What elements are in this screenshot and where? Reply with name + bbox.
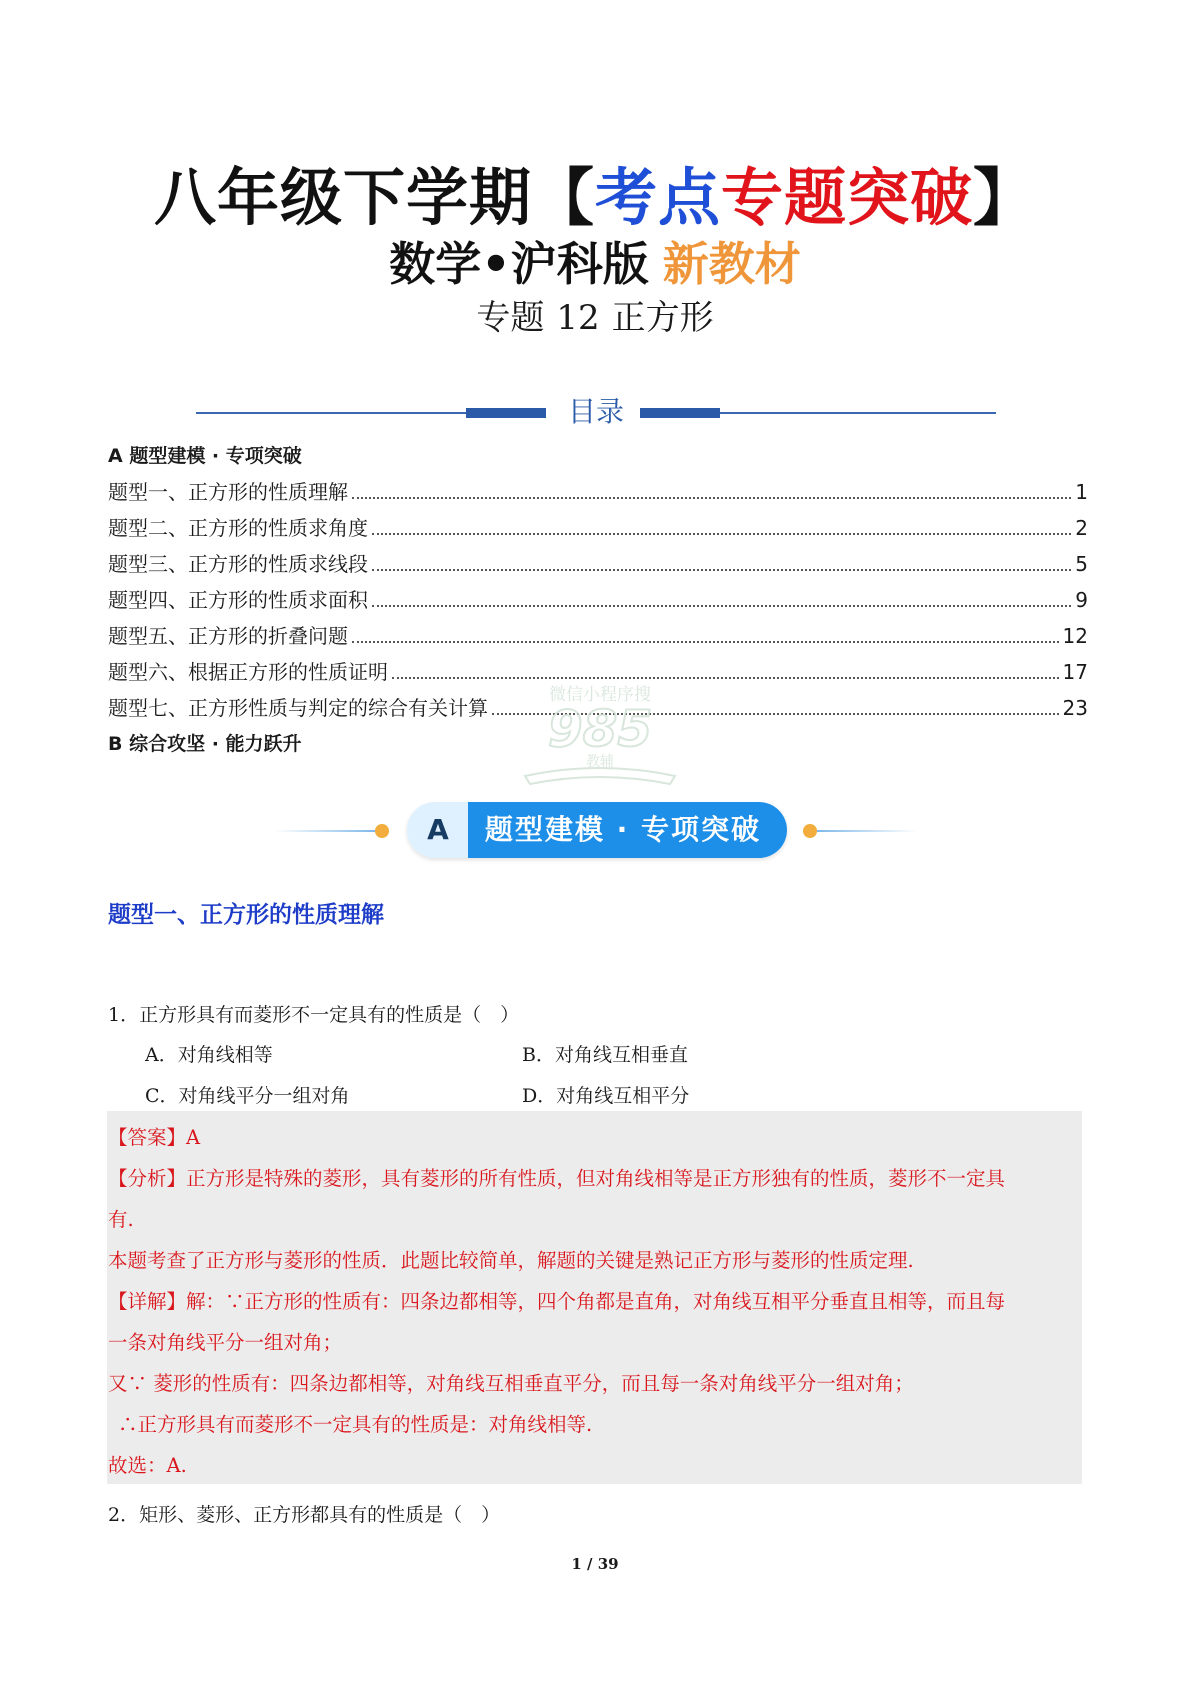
question-1-option-b: B．对角线互相垂直: [522, 1044, 688, 1066]
section-heading: 题型一、正方形的性质理解: [108, 902, 384, 928]
toc-item[interactable]: [108, 546, 1088, 582]
analysis-line-3: 本题考查了正方形与菱形的性质．此题比较简单，解题的关键是熟记正方形与菱形的性质定理.: [108, 1249, 914, 1272]
toc-section-b[interactable]: B 综合攻坚 · 能力跃升: [108, 733, 302, 755]
watermark-line3: 教辅: [586, 754, 614, 770]
question-1-option-a: A．对角线相等: [145, 1044, 273, 1066]
toc-item[interactable]: [108, 618, 1088, 654]
watermark-book-icon: [525, 768, 675, 784]
toc-item[interactable]: [108, 510, 1088, 546]
watermark-line1: 微信小程序搜: [549, 685, 651, 705]
toc-item-label: 题型三、正方形的性质求线段: [108, 552, 368, 576]
toc-item-page: 2: [1075, 516, 1088, 540]
toc-section-a[interactable]: A 题型建模 · 专项突破: [108, 445, 302, 467]
document-subtitle: [0, 228, 1190, 294]
banner-dot-right: [803, 824, 817, 838]
section-banner: [265, 792, 925, 858]
toc-item-label: 题型二、正方形的性质求角度: [108, 516, 368, 540]
banner-letter: A: [427, 813, 449, 846]
analysis-line-1: 【分析】正方形是特殊的菱形，具有菱形的所有性质，但对角线相等是正方形独有的性质，菱形不一定具: [108, 1167, 1006, 1190]
toc-item-label: 题型六、根据正方形的性质证明: [108, 660, 388, 684]
title-suffix: 】: [973, 161, 1037, 234]
toc-item-label: 题型七、正方形性质与判定的综合有关计算: [108, 696, 488, 720]
toc-leader-dots: [392, 677, 1059, 679]
topic-title: [0, 290, 1190, 339]
detail-line-1: 【详解】解：∵正方形的性质有：四条边都相等，四个角都是直角，对角线互相平分垂直且相等，而且每: [108, 1290, 1006, 1313]
toc-item[interactable]: [108, 582, 1088, 618]
subtitle-text: 数学•沪科版: [389, 237, 649, 291]
toc-item[interactable]: [108, 474, 1088, 510]
page-number: 1 / 39: [571, 1555, 619, 1573]
choice-line: 故选：A.: [108, 1454, 187, 1477]
toc-item-label: 题型一、正方形的性质理解: [108, 480, 348, 504]
banner-pill: [407, 802, 787, 858]
detail-line-4: ∴正方形具有而菱形不一定具有的性质是：对角线相等.: [118, 1413, 593, 1436]
question-1-stem: 1．正方形具有而菱形不一定具有的性质是（ ）: [108, 1004, 520, 1026]
answer-line: 【答案】A: [108, 1126, 201, 1149]
banner-dot-left: [375, 824, 389, 838]
toc-leader-dots: [372, 605, 1071, 607]
title-prefix: 八年级下学期【: [153, 161, 595, 234]
toc-item-label: 题型四、正方形的性质求面积: [108, 588, 368, 612]
title-highlight-red: 专题突破: [721, 161, 974, 234]
toc-item-page: 17: [1062, 660, 1088, 684]
toc-item[interactable]: [108, 690, 1088, 726]
toc-item-page: 1: [1075, 480, 1088, 504]
subtitle-accent: 新教材: [662, 237, 801, 291]
question-2-stem: 2．矩形、菱形、正方形都具有的性质是（ ）: [108, 1504, 501, 1526]
banner-line-right: [817, 830, 917, 832]
analysis-line-2: 有.: [108, 1208, 134, 1231]
toc-item-page: 5: [1075, 552, 1088, 576]
toc-leader-dots: [372, 569, 1071, 571]
toc-leader-dots: [352, 497, 1071, 499]
title-highlight-blue: 考点: [594, 161, 721, 234]
topic-prefix: 专题: [476, 298, 545, 338]
toc-item-page: 12: [1062, 624, 1088, 648]
table-of-contents: [108, 438, 1088, 762]
toc-item-page: 23: [1062, 696, 1088, 720]
detail-line-3: 又∵ 菱形的性质有：四条边都相等，对角线互相垂直平分，而且每一条对角线平分一组对角；: [108, 1372, 914, 1395]
toc-heading: [196, 390, 996, 430]
topic-number: 12: [556, 298, 600, 338]
question-1-option-d: D．对角线互相平分: [522, 1085, 690, 1107]
toc-item-label: 题型五、正方形的折叠问题: [108, 624, 348, 648]
toc-item-page: 9: [1075, 588, 1088, 612]
banner-text: 题型建模 · 专项突破: [484, 813, 762, 846]
detail-line-2: 一条对角线平分一组对角；: [108, 1331, 343, 1354]
toc-item[interactable]: [108, 654, 1088, 690]
toc-leader-dots: [352, 641, 1059, 643]
toc-title: 目录: [567, 395, 624, 428]
banner-line-left: [275, 830, 375, 832]
topic-name: 正方形: [611, 298, 714, 338]
toc-leader-dots: [372, 533, 1071, 535]
document-title: [0, 148, 1190, 237]
question-1-option-c: C．对角线平分一组对角: [145, 1085, 350, 1107]
toc-leader-dots: [492, 713, 1059, 715]
watermark-line2: 985: [547, 700, 653, 758]
